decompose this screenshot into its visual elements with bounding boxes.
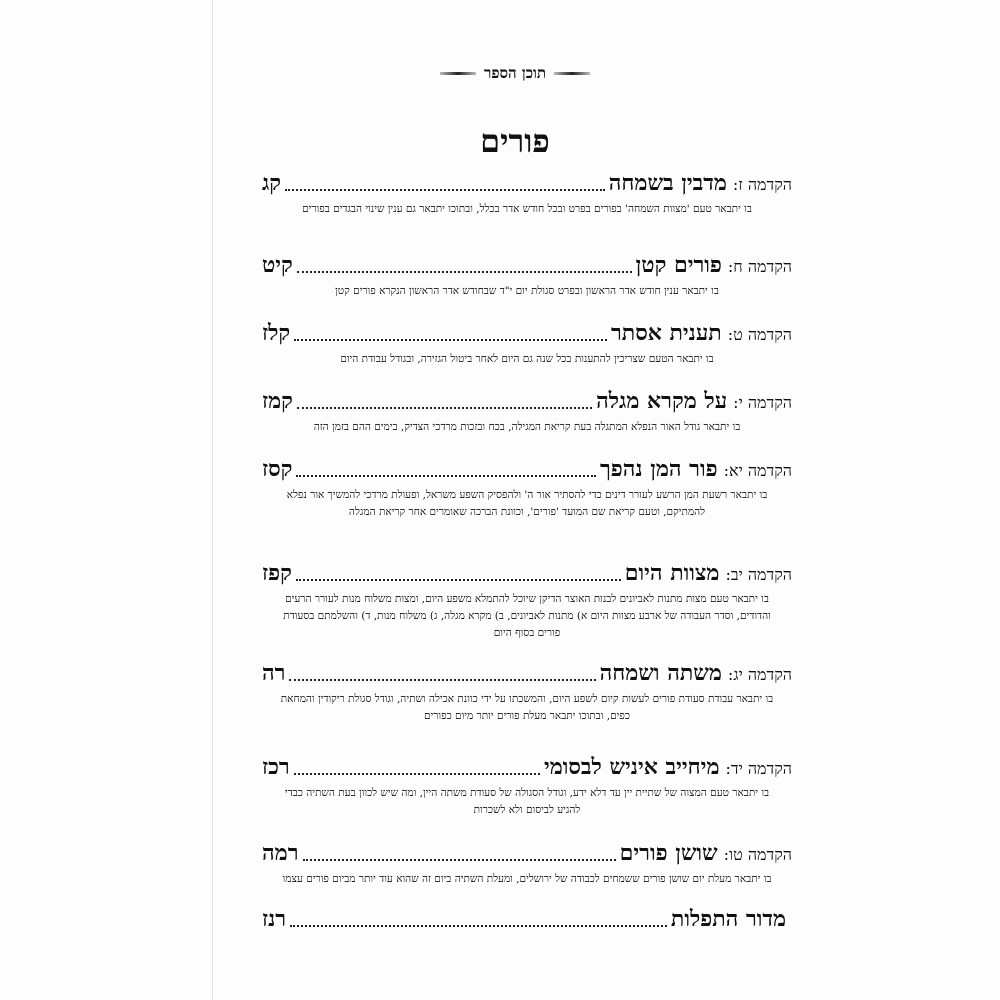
toc-entry bbox=[262, 754, 792, 819]
toc-entry bbox=[262, 456, 792, 521]
toc-entry bbox=[262, 388, 792, 436]
running-header bbox=[440, 64, 590, 83]
entry-title: משתה ושמחה bbox=[599, 660, 722, 686]
page-number: רמה bbox=[262, 840, 299, 866]
entry-label: הקדמה יג: bbox=[727, 665, 792, 684]
entry-description: בו יתבאר ענין חודש אדר הראשון ובפרט סגולת יום י"ד שבחודש אדר הראשון הנקרא פורים קטן bbox=[335, 285, 719, 297]
leader-dots bbox=[285, 177, 605, 191]
page-number: קפז bbox=[262, 560, 292, 586]
leader-dots bbox=[294, 327, 607, 341]
leader-dots bbox=[296, 463, 596, 477]
page-number: קיט bbox=[262, 252, 293, 278]
leader-dots bbox=[296, 567, 621, 581]
entry-description: בו יתבאר מעלת יום שושן פורים ששמחים לכבודה של ירושלים, ומעלת השתיה ביום זה שהוא עוד יותר מביום פורים עצמו bbox=[282, 873, 772, 885]
entry-title: מצוות היום bbox=[624, 560, 720, 586]
page-number: רכז bbox=[262, 754, 290, 780]
header-title: תוכן הספר bbox=[483, 64, 547, 82]
page-number: רנז bbox=[262, 906, 287, 932]
entry-label: הקדמה טו: bbox=[723, 845, 792, 864]
page-number: קסז bbox=[262, 456, 293, 482]
leader-dots bbox=[294, 761, 540, 775]
entry-label: הקדמה י: bbox=[733, 393, 792, 412]
page-number: קמז bbox=[262, 388, 293, 414]
leader-dots bbox=[297, 395, 592, 409]
entry-label: הקדמה יד: bbox=[725, 759, 792, 778]
entry-title: שושן פורים bbox=[619, 840, 718, 866]
entry-title: מדור התפלות bbox=[670, 906, 786, 932]
entry-description: בו יתבאר טעם מצות מתנות לאביונים לבנות האוצר הדיקן שיוכל להתמלא משפע היום, ומצות משלוח מנות לעורר הרעים והדודים, וסדר העבודה של ארבע מצוות היום א) מתנות לאביונים, ב) מקרא מגלה, ג) משלוח מנות, ד) והשלמתם בסעודת פורים בסוף היום bbox=[283, 593, 771, 639]
leader-dots bbox=[303, 847, 616, 861]
entry-title: תענית אסתר bbox=[610, 320, 722, 346]
toc-entry bbox=[262, 320, 792, 368]
entry-label: הקדמה ח: bbox=[727, 257, 792, 276]
toc-entry bbox=[262, 840, 792, 888]
header-rule-right bbox=[554, 72, 590, 75]
toc-entry bbox=[262, 660, 792, 725]
page-edge bbox=[212, 0, 213, 1000]
entry-description: בו יתבאר רשעת המן הרשע לעורר דינים כדי להסתיר אור ה' ולהפסיק השפע משראל, ופעולת מרדכי להמשיך אור נפלא להמתיקם, וטעם קריאת שם המועד 'פורים', וכוונת הברכה שאומרים אחר קריאת המגלה bbox=[286, 489, 768, 518]
toc-entry bbox=[262, 906, 792, 934]
leader-dots bbox=[290, 913, 667, 927]
entry-label: הקדמה ז: bbox=[732, 175, 792, 194]
entry-title: על מקרא מגלה bbox=[596, 388, 728, 414]
entry-description: בו יתבאר גודל האור הנפלא המתגלה בעת קריאת המגילה, בכח ובזכות מרדכי הצדיק, בימים ההם בזמן הזה bbox=[313, 421, 741, 433]
entry-description: בו יתבאר טעם 'מצוות השמחה' בפורים בפרט ובכל חודש אדר בכלל, ובתוכו יתבאר גם ענין שינוי הבגדים בפורים bbox=[302, 203, 752, 215]
entry-label: הקדמה ט: bbox=[727, 325, 792, 344]
section-title: פורים bbox=[480, 122, 550, 160]
toc-entry bbox=[262, 252, 792, 300]
entry-label: הקדמה יב: bbox=[725, 565, 792, 584]
entry-title: פורים קטן bbox=[635, 252, 722, 278]
header-rule-left bbox=[440, 72, 476, 75]
entry-description: בו יתבאר עבודת סעודת פורים לעשות קיום לשפע היום, והמשכתו על ידי כוונת אכילה ושתיה, וגודל סגולת ריקודין והמחאת כפים, ובתוכו יתבאר מעלת פורים יותר מיום כפורים bbox=[280, 693, 774, 722]
entry-title: מדבין בשמחה bbox=[608, 170, 727, 196]
toc-entry bbox=[262, 170, 792, 218]
entry-description: בו יתבאר טעם המצוה של שתיית יין עד דלא ידע, וגודל הסגולה של סעודת משתה היין, ומה שיש לכוון בעת השתיה כבדי להגיע לביסום ולא לשכרות bbox=[284, 787, 770, 816]
entry-title: מיחייב איניש לבסומי bbox=[543, 754, 720, 780]
leader-dots bbox=[297, 259, 632, 273]
leader-dots bbox=[289, 667, 595, 681]
entry-description: בו יתבאר הטעם שצריכין להתענות בכל שנה גם היום לאחר ביטול הגזירה, ובגודל עבודת היום bbox=[340, 353, 714, 365]
entry-label: הקדמה יא: bbox=[723, 461, 792, 480]
page-number: קלז bbox=[262, 320, 291, 346]
page-number: רה bbox=[262, 660, 286, 686]
toc-entry bbox=[262, 560, 792, 642]
entry-title: פור המן נהפך bbox=[599, 456, 718, 482]
page-number: קג bbox=[262, 170, 282, 196]
